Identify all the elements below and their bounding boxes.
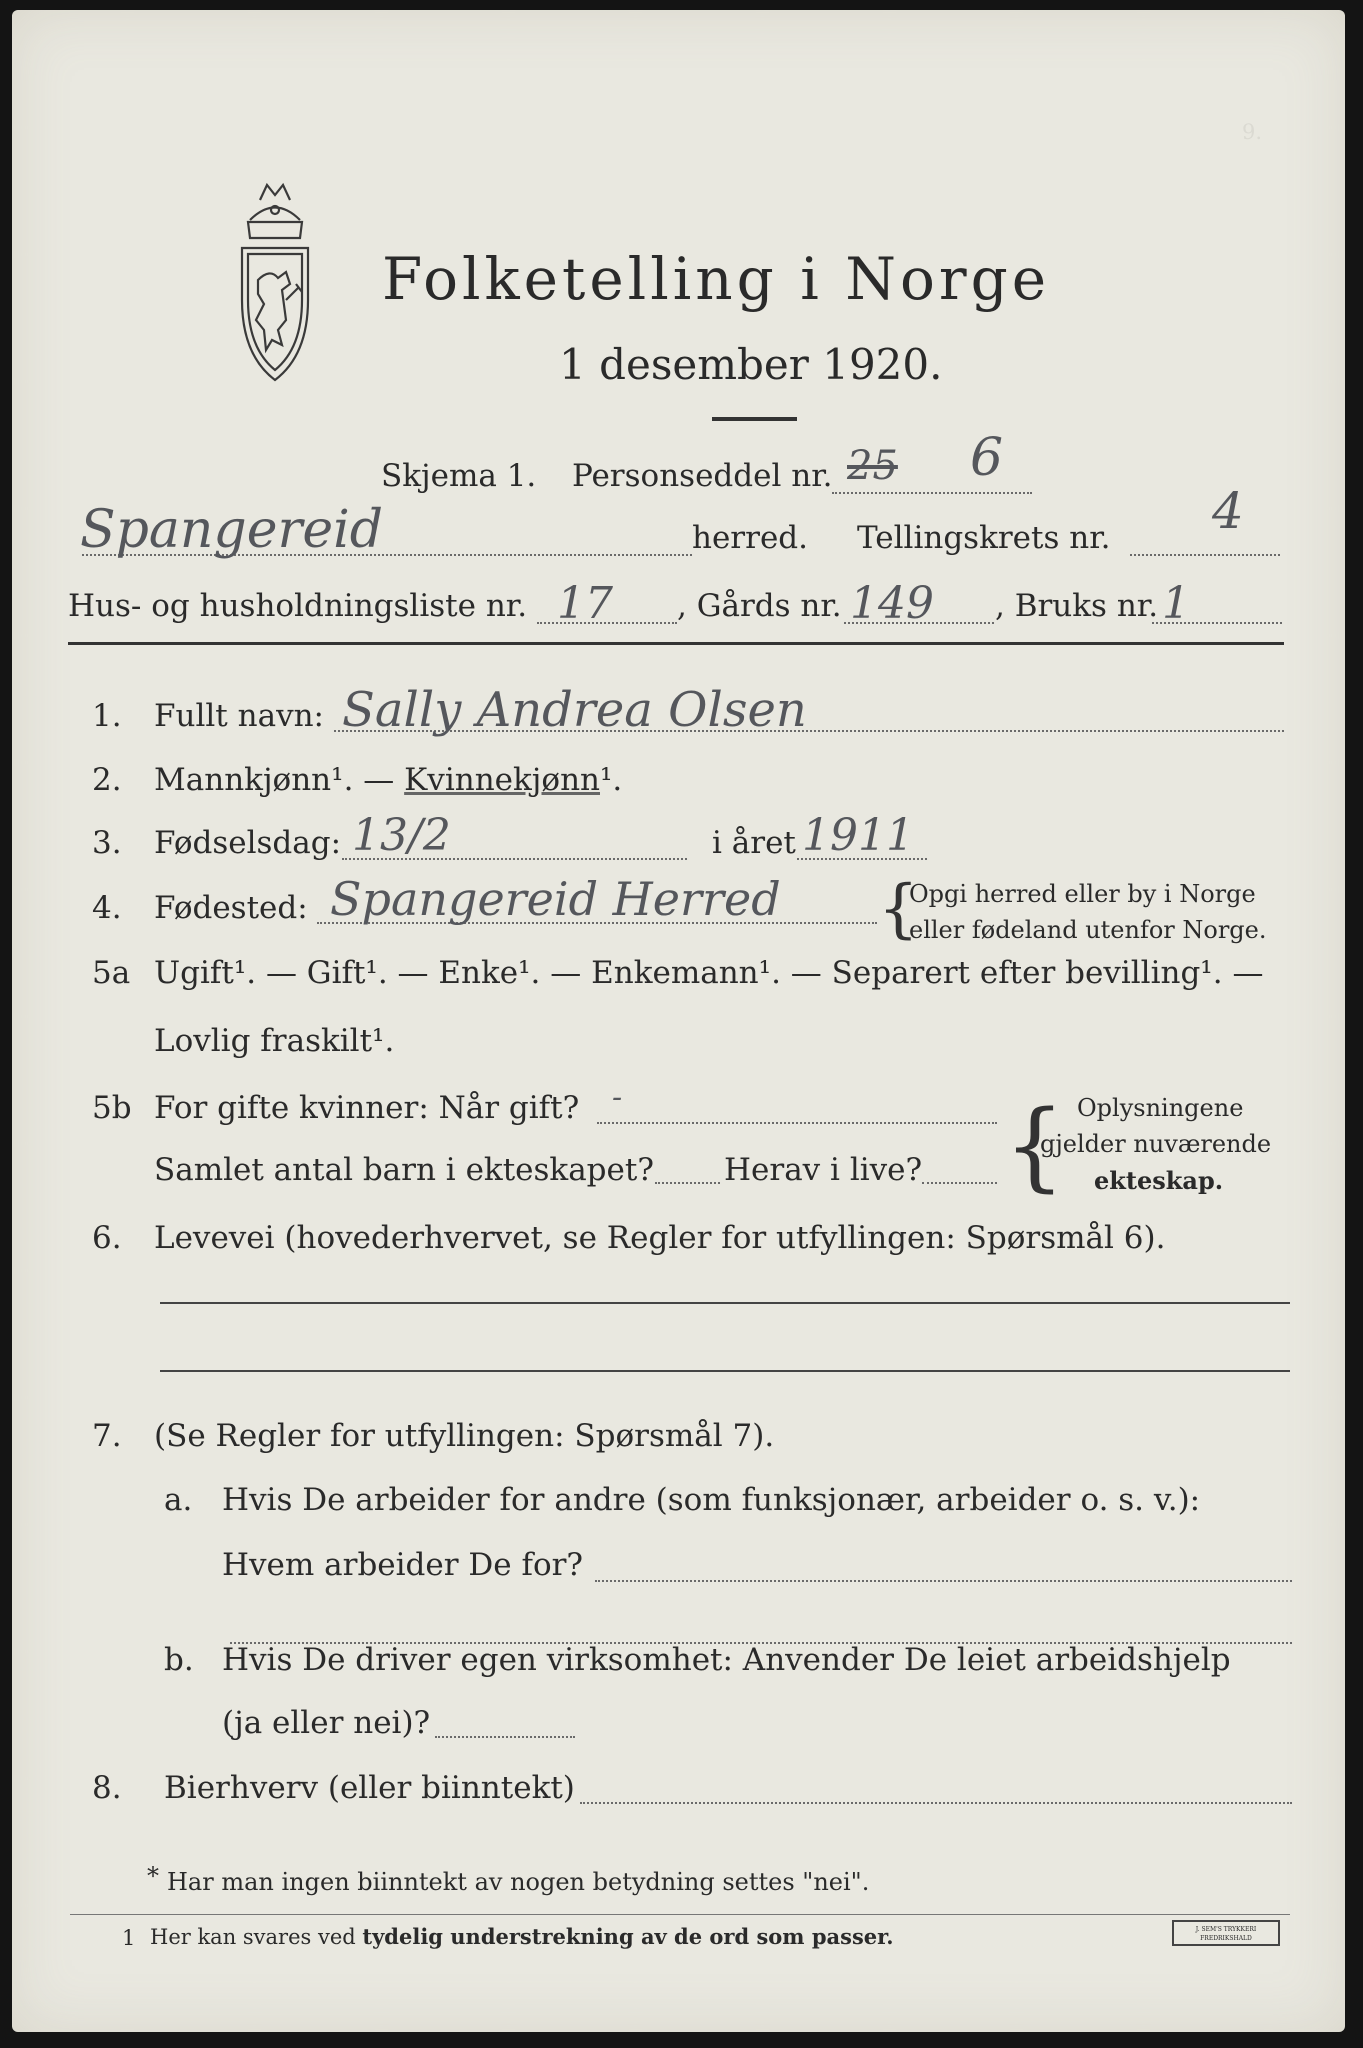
q7-label: (Se Regler for utfyllingen: Spørsmål 7). <box>154 1418 775 1454</box>
q5b-alive-label: Herav i live? <box>724 1152 923 1188</box>
q7a-line2: Hvem arbeider De for? <box>222 1547 584 1583</box>
q5b-alive-line <box>922 1182 997 1184</box>
birthday-value[interactable]: 13/2 <box>352 810 451 861</box>
q7b-answer-line[interactable] <box>435 1736 575 1738</box>
q7b-line1: Hvis De driver egen virksomhet: Anvender De leiet arbeidshjelp <box>222 1642 1231 1678</box>
personseddel-line <box>832 492 1032 494</box>
tellingskrets-value[interactable]: 4 <box>1212 482 1244 540</box>
tellingskrets-line <box>1130 554 1280 556</box>
q8-number: 8. <box>92 1770 122 1806</box>
full-name-value[interactable]: Sally Andrea Olsen <box>342 682 807 738</box>
q5b-married-line <box>597 1122 997 1124</box>
q2-female-option[interactable]: Kvinnekjønn <box>404 762 600 798</box>
q5a-marital-options[interactable]: Ugift¹. — Gift¹. — Enke¹. — Enkemann¹. — Separert efter bevilling¹. — <box>154 955 1264 991</box>
footnote-instruction-a: Her kan svares ved <box>150 1925 363 1949</box>
q3-label: Fødselsdag: <box>154 825 342 861</box>
footnote-income: Har man ingen biinntekt av nogen betydning settes "nei". <box>167 1868 870 1896</box>
q7-number: 7. <box>92 1418 122 1454</box>
footnote-instruction-b: tydelig understrekning av de ord som passer. <box>362 1924 894 1949</box>
q2-footnote-mark: ¹. <box>600 762 623 798</box>
bruks-value[interactable]: 1 <box>1162 578 1190 629</box>
q7a-letter: a. <box>164 1482 193 1518</box>
herred-value[interactable]: Spangereid <box>80 500 384 560</box>
q1-number: 1. <box>92 698 122 734</box>
bleed-through-text: 9. <box>1242 120 1263 144</box>
q7a-line1: Hvis De arbeider for andre (som funksjonær, arbeider o. s. v.): <box>222 1482 1201 1518</box>
q5b-married-when-label: For gifte kvinner: Når gift? <box>154 1090 580 1126</box>
q6-number: 6. <box>92 1220 122 1256</box>
household-list-label: Hus- og husholdningsliste nr. <box>68 588 528 624</box>
q5b-number: 5b <box>92 1090 132 1126</box>
gards-value[interactable]: 149 <box>850 578 934 629</box>
q7b-letter: b. <box>164 1642 194 1678</box>
q4-brace: { <box>878 872 919 946</box>
q2-male-option[interactable]: Mannkjønn¹. — <box>154 762 405 798</box>
census-form-page <box>12 10 1345 2032</box>
q5a-number: 5a <box>92 955 131 991</box>
census-date: 1 desember 1920. <box>559 340 943 389</box>
q4-number: 4. <box>92 890 122 926</box>
birthplace-value[interactable]: Spangereid Herred <box>330 872 781 926</box>
coat-of-arms-icon <box>220 180 330 395</box>
q6-line-1[interactable] <box>160 1302 1290 1304</box>
q8-line[interactable] <box>580 1802 1292 1804</box>
footnote-number: 1 <box>122 1926 136 1950</box>
title-rule <box>712 417 797 421</box>
footnote-rule <box>70 1914 1290 1915</box>
q6-label: Levevei (hovederhvervet, se Regler for utfyllingen: Spørsmål 6). <box>154 1220 1166 1256</box>
printer-mark-text: J. SEM'S TRYKKERI FREDRIKSHALD <box>1195 1926 1257 1942</box>
q2-number: 2. <box>92 762 122 798</box>
tellingskrets-label: Tellingskrets nr. <box>857 520 1111 556</box>
q4-note-line2: eller fødeland utenfor Norge. <box>909 916 1267 944</box>
personseddel-value[interactable]: 6 <box>970 428 1004 488</box>
personseddel-label: Personseddel nr. <box>572 458 833 494</box>
footnote-underline-instruction <box>150 1924 894 1949</box>
printer-mark <box>1172 1920 1280 1946</box>
footnote-star: * <box>147 1862 159 1890</box>
q5b-children-line <box>655 1182 720 1184</box>
form-title: Folketelling i Norge <box>382 245 1051 313</box>
q6-line-2[interactable] <box>160 1370 1290 1372</box>
birth-year-value[interactable]: 1911 <box>802 810 914 861</box>
q5a-divorced-option[interactable]: Lovlig fraskilt¹. <box>154 1023 395 1059</box>
q1-label: Fullt navn: <box>154 698 324 734</box>
q7a-employer-line[interactable] <box>595 1580 1292 1582</box>
q5b-note-line1: Oplysningene <box>1077 1094 1244 1122</box>
bruks-label: , Bruks nr. <box>995 588 1159 624</box>
personseddel-struck-value: 25 <box>847 443 898 489</box>
household-list-value[interactable]: 17 <box>557 578 613 629</box>
q5b-married-value[interactable]: - <box>612 1080 623 1115</box>
header-divider <box>68 642 1284 645</box>
q3-number: 3. <box>92 825 122 861</box>
schema-label: Skjema 1. <box>381 458 537 494</box>
herred-label: herred. <box>692 520 808 556</box>
q5b-note-line3: ekteskap. <box>1094 1166 1224 1195</box>
q4-label: Fødested: <box>154 890 308 926</box>
q2-sex-options <box>154 762 622 798</box>
q8-label: Bierhverv (eller biinntekt) <box>164 1770 575 1806</box>
gards-label: , Gårds nr. <box>677 588 842 624</box>
q7b-line2: (ja eller nei)? <box>222 1705 431 1741</box>
q4-note-line1: Opgi herred eller by i Norge <box>909 880 1256 908</box>
q5b-children-label: Samlet antal barn i ekteskapet? <box>154 1152 654 1188</box>
q3-year-label: i året <box>712 825 796 861</box>
q5b-brace: { <box>1004 1090 1066 1202</box>
q5b-note-line2: gjelder nuværende <box>1040 1130 1272 1158</box>
